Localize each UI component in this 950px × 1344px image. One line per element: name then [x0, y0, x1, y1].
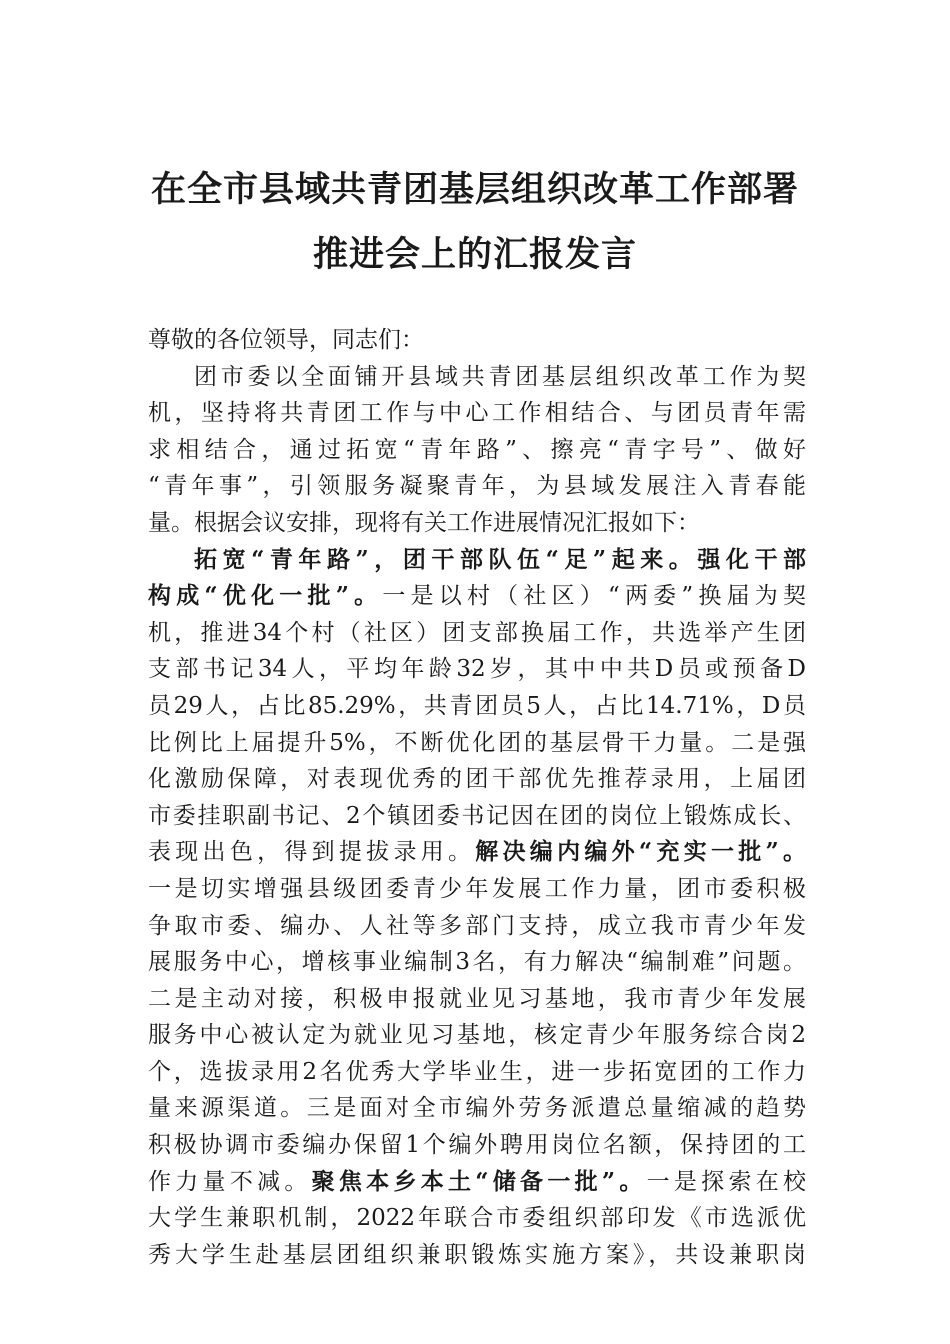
- text-segment: 比例比上届提升5%，不断优化团的基层骨干力量。二是强: [148, 729, 806, 756]
- text-line: [148, 798, 806, 835]
- text-segment: 支部书记34人，平均年龄32岁，其中中共D员或预备D: [148, 656, 806, 683]
- text-line: [148, 688, 806, 725]
- text-segment: 一是切实增强县级团委青少年发展工作力量，团市委积极: [148, 875, 806, 902]
- text-line: [148, 725, 806, 762]
- text-line: [148, 871, 806, 908]
- text-line: [148, 359, 806, 396]
- text-line: [148, 651, 806, 688]
- text-segment: 展服务中心，增核事业编制3名，有力解决“编制难”问题。: [148, 949, 806, 976]
- text-line: [148, 761, 806, 798]
- text-segment: 机，推进34个村（社区）团支部换届工作，共选举产生团: [148, 619, 806, 646]
- text-segment: 争取市委、编办、人社等多部门支持，成立我市青少年发: [148, 912, 806, 939]
- text-segment: 秀大学生赴基层团组织兼职锻炼实施方案》，共设兼职岗: [148, 1241, 806, 1268]
- text-line: [148, 1090, 806, 1127]
- text-line: [148, 834, 806, 871]
- text-segment: 机，坚持将共青团工作与中心工作相结合、与团员青年需: [148, 400, 806, 427]
- text-line: [148, 1127, 806, 1164]
- text-segment: 积极协调市委编办保留1个编外聘用岗位名额，保持团的工: [148, 1132, 806, 1159]
- body-text: [148, 359, 806, 1274]
- text-segment: 量来源渠道。三是面对全市编外劳务派遣总量缩减的趋势: [148, 1095, 806, 1122]
- text-line: [148, 468, 806, 505]
- document-title-line-2: 推进会上的汇报发言: [312, 234, 637, 275]
- text-line: [148, 615, 806, 652]
- text-line: [148, 542, 806, 579]
- text-segment: 一是探索在校: [646, 1168, 807, 1195]
- text-line: [148, 578, 806, 615]
- text-segment: 个，选拔录用2名优秀大学毕业生，进一步拓宽团的工作力: [148, 1058, 806, 1085]
- bold-heading-text: 聚焦本乡本土“储备一批”。: [311, 1167, 647, 1195]
- text-line: [148, 908, 806, 945]
- text-segment: 一是以村（社区）“两委”换届为契: [382, 583, 806, 610]
- text-line: [148, 1164, 806, 1201]
- text-line: [148, 981, 806, 1018]
- text-line: [148, 1017, 806, 1054]
- text-segment: 求相结合，通过拓宽“青年路”、擦亮“青字号”、做好: [148, 436, 806, 463]
- text-line: [148, 944, 806, 981]
- document-body: [148, 322, 806, 1273]
- text-segment: 二是主动对接，积极申报就业见习基地，我市青少年发展: [148, 985, 806, 1012]
- document-title-line-1: 在全市县域共青团基层组织改革工作部署: [150, 169, 799, 210]
- text-segment: 服务中心被认定为就业见习基地，核定青少年服务综合岗2: [148, 1022, 806, 1049]
- text-line: [148, 432, 806, 469]
- text-segment: 表现出色，得到提拔录用。: [148, 839, 476, 866]
- text-line: [148, 505, 806, 542]
- text-segment: 作力量不减。: [148, 1168, 312, 1195]
- text-line: [148, 1054, 806, 1091]
- bold-heading-text: 构成“优化一批”。: [148, 582, 383, 610]
- text-line: [148, 395, 806, 432]
- text-segment: 员29人，占比85.29%，共青团员5人，占比14.71%，D员: [148, 692, 806, 719]
- text-segment: 市委挂职副书记、2个镇团委书记因在团的岗位上锻炼成长、: [148, 802, 806, 829]
- text-segment: 化激励保障，对表现优秀的团干部优先推荐录用，上届团: [148, 766, 806, 793]
- text-segment: 量。根据会议安排，现将有关工作进展情况汇报如下：: [148, 509, 700, 536]
- text-line: [148, 1237, 806, 1274]
- bold-heading-text: 拓宽“青年路”，团干部队伍“足”起来。强化干部: [194, 545, 806, 573]
- text-line: [148, 1200, 806, 1237]
- text-segment: 大学生兼职机制，2022年联合市委组织部印发《市选派优: [148, 1205, 806, 1232]
- text-segment: “青年事”，引领服务凝聚青年，为县域发展注入青春能: [148, 473, 806, 500]
- salutation: 尊敬的各位领导，同志们：: [148, 327, 424, 353]
- bold-heading-text: 解决编内编外“充实一批”。: [475, 838, 806, 866]
- text-segment: 团市委以全面铺开县域共青团基层组织改革工作为契: [194, 363, 806, 390]
